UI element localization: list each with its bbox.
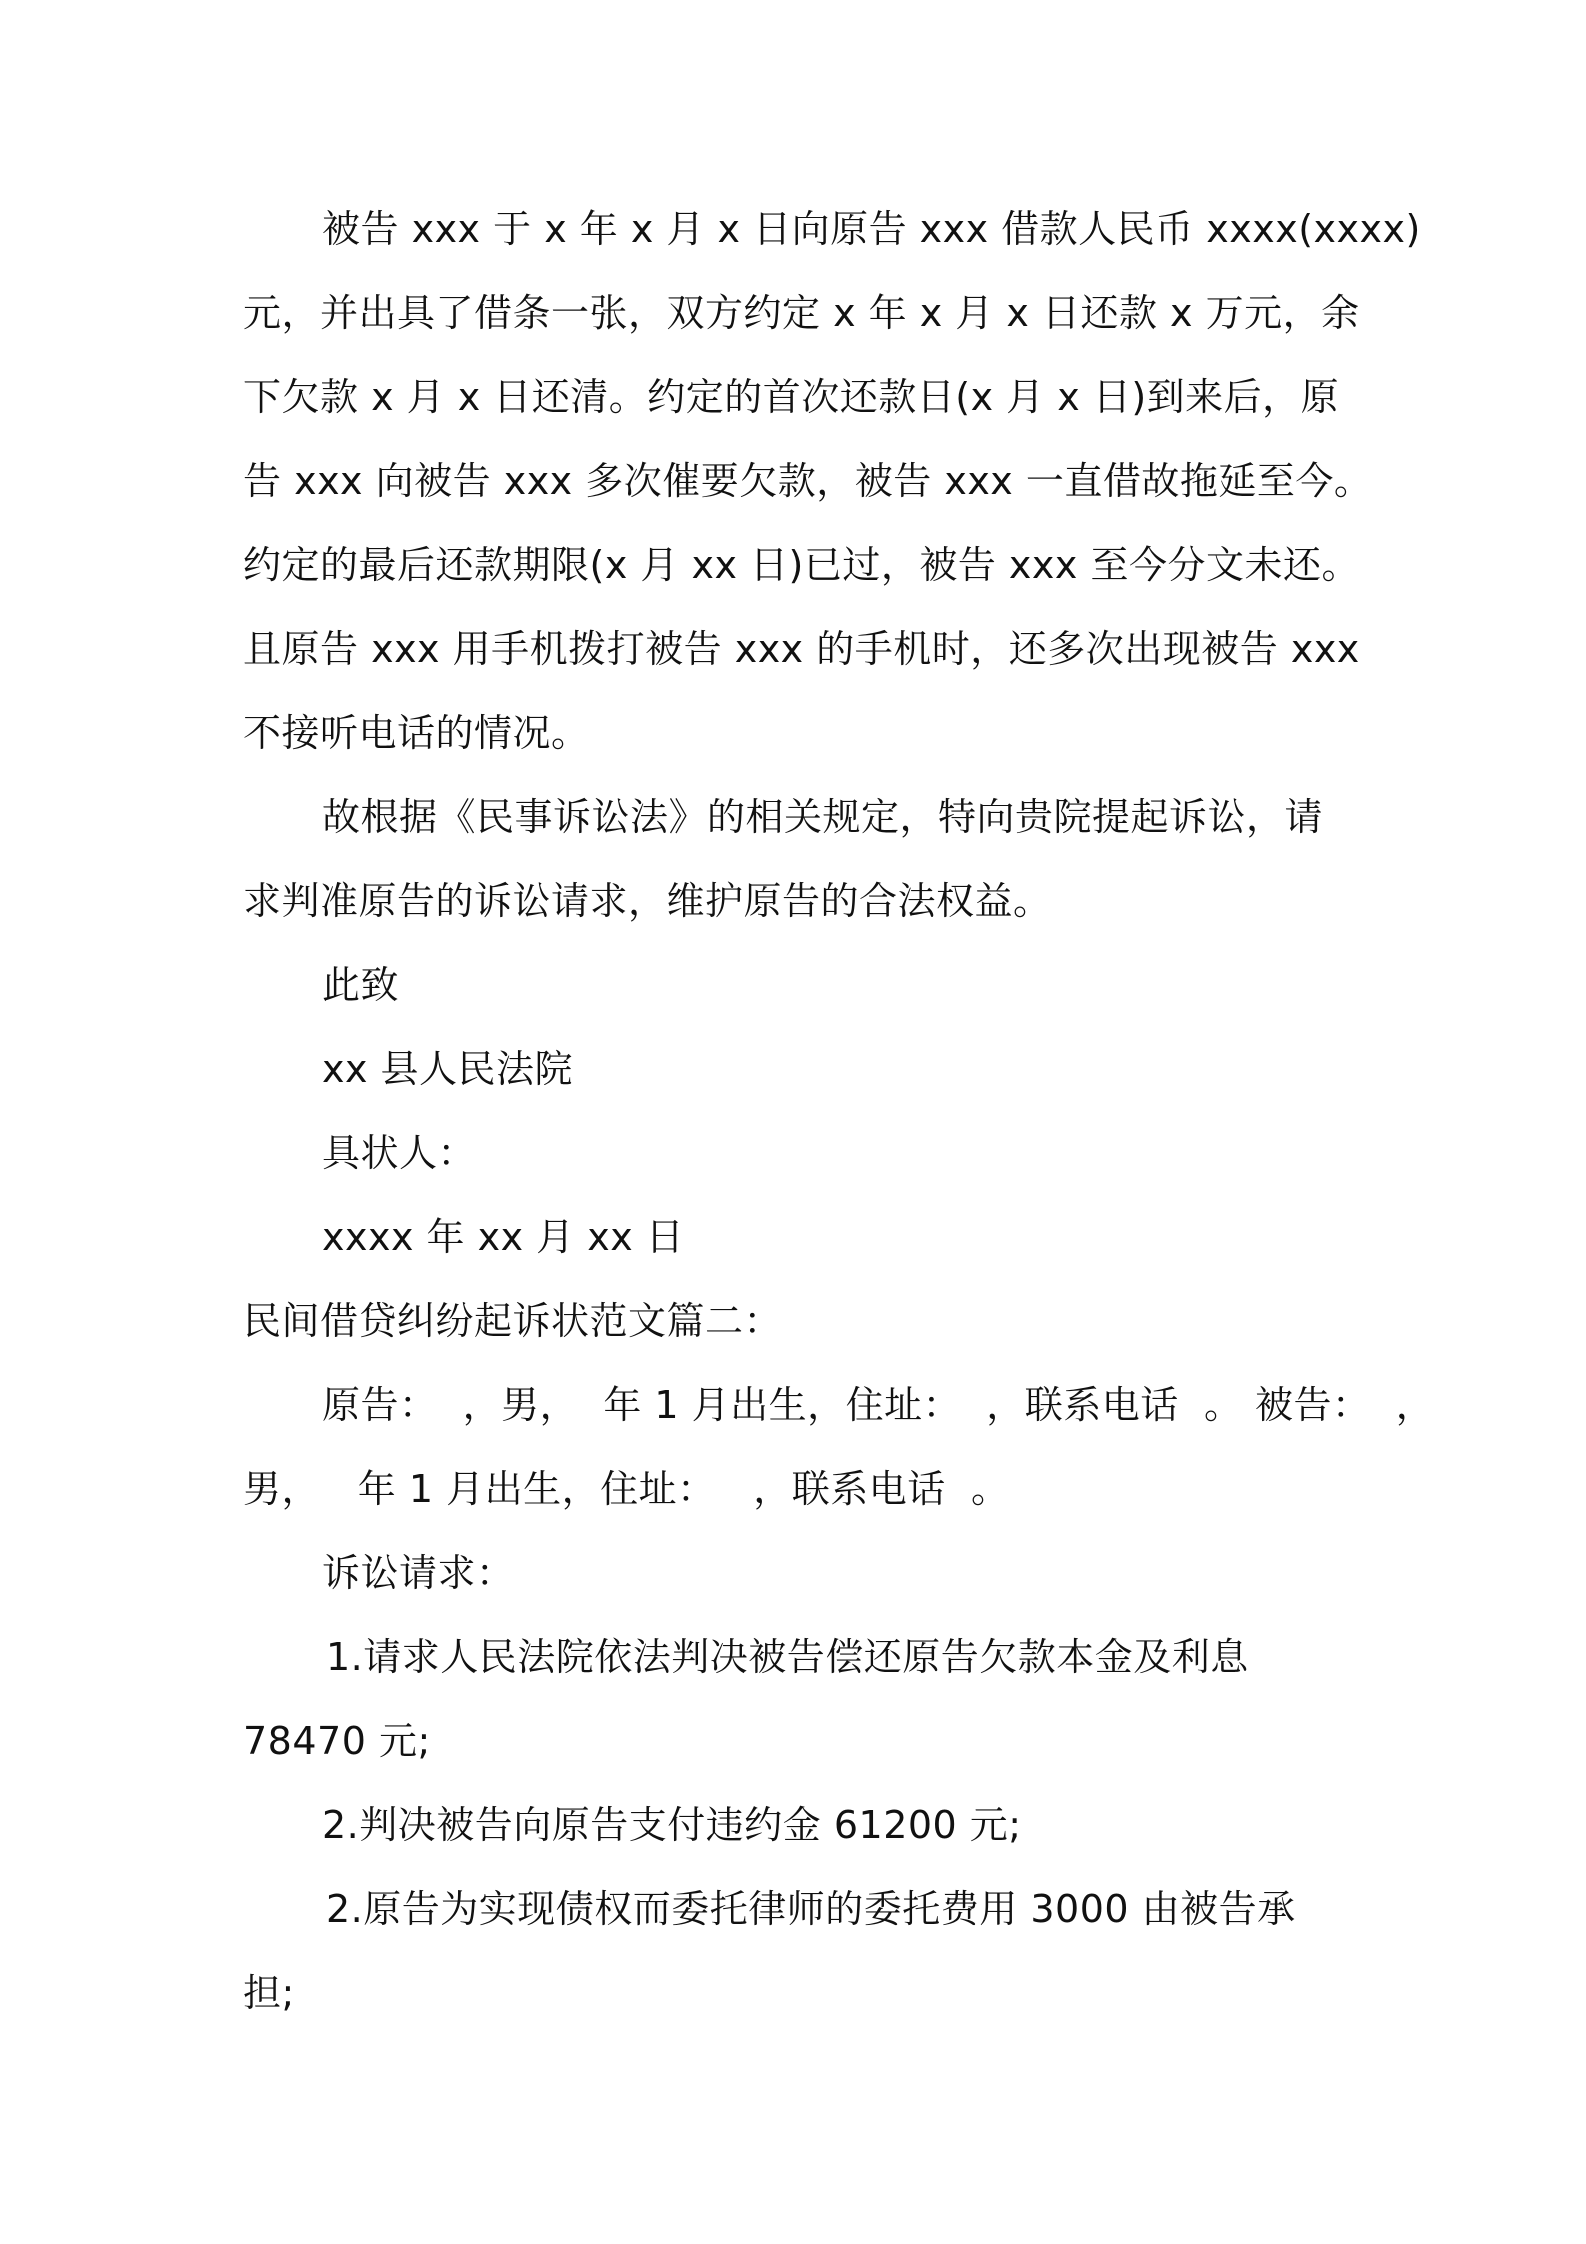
paragraph-1-line-3: 下欠款 x 月 x 日还清。约定的首次还款日(x 月 x 日)到来后，原 xyxy=(243,375,1340,419)
closing-court: xx 县人民法院 xyxy=(322,1047,574,1091)
paragraph-1-line-7: 不接听电话的情况。 xyxy=(243,711,590,755)
paragraph-1-line-6: 且原告 xxx 用手机拨打被告 xxx 的手机时，还多次出现被告 xxx xyxy=(243,627,1360,671)
parties-line-1: 原告： ，男， 年 1 月出生，住址： ，联系电话 。 被告： ， xyxy=(322,1383,1435,1427)
paragraph-1-line-5: 约定的最后还款期限(x 月 xx 日)已过，被告 xxx 至今分文未还。 xyxy=(243,543,1360,587)
claims-heading: 诉讼请求： xyxy=(322,1551,515,1595)
paragraph-2-line-1: 故根据《民事诉讼法》的相关规定，特向贵院提起诉讼，请 xyxy=(322,795,1324,839)
paragraph-1-line-4: 告 xxx 向被告 xxx 多次催要欠款，被告 xxx 一直借故拖延至今。 xyxy=(243,459,1373,503)
closing-salutation: 此致 xyxy=(322,963,400,1007)
section-title: 民间借贷纠纷起诉状范文篇二： xyxy=(243,1299,783,1343)
closing-signer: 具状人： xyxy=(322,1131,477,1175)
claim-3-line-1: 2.原告为实现债权而委托律师的委托费用 3000 由被告承 xyxy=(326,1887,1296,1931)
parties-line-2: 男， 年 1 月出生，住址： ，联系电话 。 xyxy=(243,1467,1010,1511)
paragraph-2-line-2: 求判准原告的诉讼请求，维护原告的合法权益。 xyxy=(243,879,1052,923)
claim-3-line-2: 担; xyxy=(243,1971,295,2015)
claim-1-line-2: 78470 元; xyxy=(243,1719,431,1763)
closing-date: xxxx 年 xx 月 xx 日 xyxy=(322,1215,685,1259)
paragraph-1-line-1: 被告 xxx 于 x 年 x 月 x 日向原告 xxx 借款人民币 xxxx(xxxx) xyxy=(322,207,1421,251)
paragraph-1-line-2: 元，并出具了借条一张，双方约定 x 年 x 月 x 日还款 x 万元，余 xyxy=(243,291,1360,335)
claim-1-line-1: 1.请求人民法院依法判决被告偿还原告欠款本金及利息 xyxy=(326,1635,1249,1679)
claim-2: 2.判决被告向原告支付违约金 61200 元; xyxy=(322,1803,1022,1847)
